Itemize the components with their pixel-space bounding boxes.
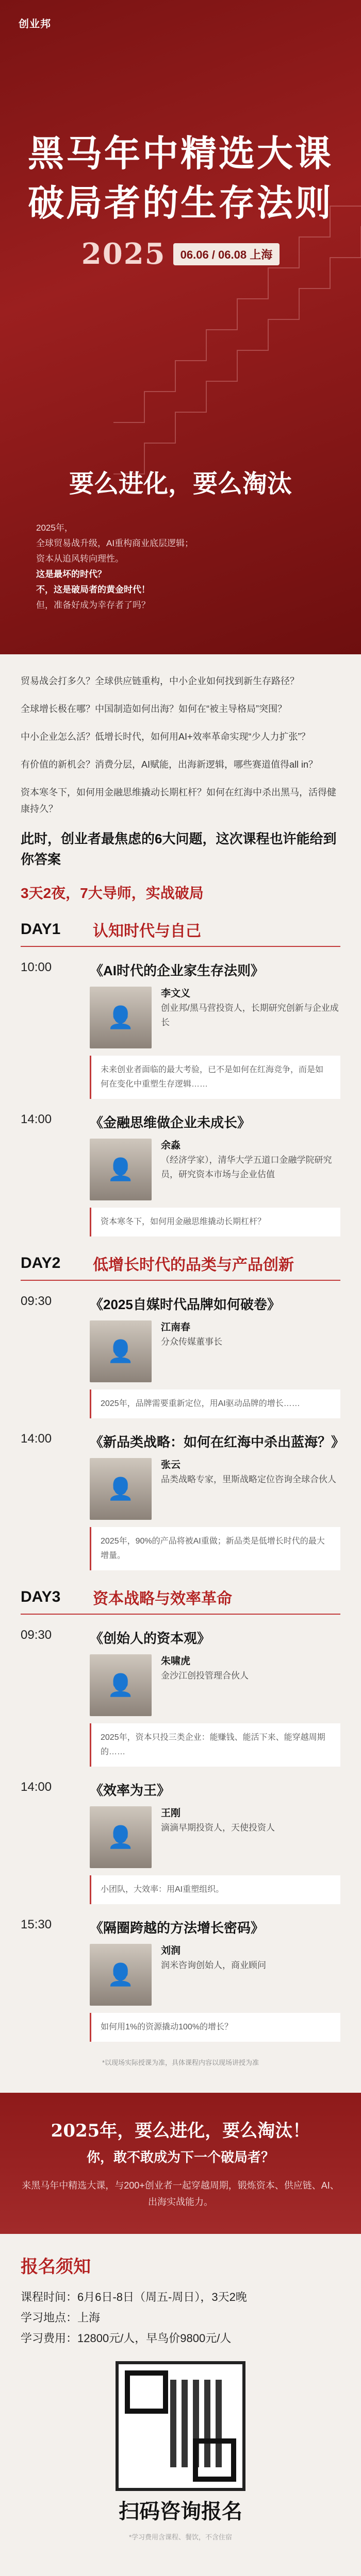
talk-card xyxy=(90,957,340,1099)
event-year: 2025 xyxy=(81,237,166,271)
schedule-slot xyxy=(21,1777,340,1904)
schedule-slot xyxy=(21,1109,340,1236)
hero-intro xyxy=(36,520,325,613)
day-theme: 认知时代与自己 xyxy=(93,923,201,940)
slot-time: 14:00 xyxy=(21,1780,52,1794)
talk-title: 《新品类战略：如何在红海中杀出蓝海？》 xyxy=(90,1434,345,1450)
talk-quote: 2025年，品牌需要重新定位，用AI驱动品牌的增长…… xyxy=(90,1389,340,1418)
speaker-bio xyxy=(161,1654,249,1683)
talk-quote: 2025年，90%的产品将被AI重做；新品类是低增长时代的最大增量。 xyxy=(90,1527,340,1570)
qr-caption: 扫码咨询报名 xyxy=(119,2500,242,2523)
speaker-name: 余淼 xyxy=(161,1140,181,1151)
speaker-avatar: 👤 xyxy=(90,1320,152,1382)
speaker xyxy=(90,1806,340,1868)
speaker-bio xyxy=(161,1458,336,1487)
speaker-name: 江南春 xyxy=(161,1322,191,1333)
talk-title: 《隔圈跨越的方法增长密码》 xyxy=(90,1920,265,1936)
speaker xyxy=(90,1139,340,1200)
talk-card xyxy=(90,1429,345,1570)
slot-time: 09:30 xyxy=(21,1294,52,1308)
schedule-slot xyxy=(21,1625,340,1767)
speaker-name: 李文义 xyxy=(161,988,191,999)
talk-card xyxy=(90,1109,340,1236)
speaker-desc: （经济学家），清华大学五道口金融学院研究员，研究资本市场与企业估值 xyxy=(161,1155,332,1179)
speaker xyxy=(90,1458,340,1520)
day-theme: 低增长时代的品类与产品创新 xyxy=(93,1257,294,1274)
hero-banner xyxy=(0,0,361,654)
speaker-name: 刘润 xyxy=(161,1945,181,1956)
intro-line: 资本从追风转向理性。 xyxy=(36,554,124,564)
talk-quote: 小团队，大效率：用AI重塑组织。 xyxy=(90,1875,340,1904)
speaker-name: 朱啸虎 xyxy=(161,1656,191,1667)
slot-time: 09:30 xyxy=(21,1628,52,1642)
signup-row: 课程时间：6月6日-8日（周五-周日），3天2晚 xyxy=(21,2291,247,2303)
intro-line: 但，准备好成为幸存者了吗？ xyxy=(36,600,150,610)
talk-quote: 未来创业者面临的最大考验，已不是如何在红海竞争，而是如何在变化中重塑生存逻辑…… xyxy=(90,1056,340,1099)
talk-card xyxy=(90,1625,340,1767)
speaker xyxy=(90,1944,340,2006)
speaker-avatar: 👤 xyxy=(90,987,152,1048)
event-dates: 06.06 / 06.08 上海 xyxy=(173,243,280,265)
intro-line: 这是最坏的时代？ xyxy=(36,569,106,579)
hero-title xyxy=(0,129,361,228)
hero-slogan: 要么进化，要么淘汰 xyxy=(69,469,292,498)
intro-line: 全球贸易战升级，AI重构商业底层逻辑； xyxy=(36,538,194,548)
slot-time: 15:30 xyxy=(21,1918,52,1931)
day-label: DAY3 xyxy=(21,1588,61,1605)
talk-title: 《AI时代的企业家生存法则》 xyxy=(90,963,265,978)
questions-list xyxy=(21,673,340,817)
day2-header xyxy=(21,1252,340,1281)
speaker-bio xyxy=(161,987,340,1030)
speaker-desc: 金沙江创投管理合伙人 xyxy=(161,1671,249,1681)
speaker xyxy=(90,987,340,1048)
closing-title: 2025年，要么进化，要么淘汰！ xyxy=(51,2121,310,2141)
brand-logo: 创业邦 xyxy=(19,19,51,30)
day1-header xyxy=(21,918,340,947)
intro-line: 2025年， xyxy=(36,523,73,533)
speaker-bio xyxy=(161,1944,266,1973)
signup-title: 报名须知 xyxy=(21,2257,91,2277)
question-item: 中小企业怎么活？低增长时代，如何用AI+效率革命实现“少人力扩张”？ xyxy=(21,732,310,742)
speaker-avatar: 👤 xyxy=(90,1944,152,2006)
speaker-name: 张云 xyxy=(161,1460,181,1470)
talk-title: 《效率为王》 xyxy=(90,1783,171,1798)
lead-text: 此时，创业者最焦虑的6大问题，这次课程也许能给到你答案 xyxy=(21,831,337,867)
signup-footnote: *学习费用含课程、餐饮，不含住宿 xyxy=(128,2533,233,2541)
hero-title-line2: 破局者的生存法则 xyxy=(28,181,333,224)
speaker-avatar: 👤 xyxy=(90,1806,152,1868)
closing-subtitle: 你，敢不敢成为下一个破局者？ xyxy=(86,2149,274,2165)
schedule-note: *以现场实际授课为准，具体课程内容以现场讲授为准 xyxy=(102,2059,259,2066)
speaker-avatar: 👤 xyxy=(90,1139,152,1200)
talk-title: 《创始人的资本观》 xyxy=(90,1631,211,1646)
question-item: 全球增长极在哪？中国制造如何出海？如何在“被主导格局”突围？ xyxy=(21,704,287,714)
questions-section xyxy=(0,654,361,2077)
schedule-slot xyxy=(21,1914,340,2042)
question-item: 资本寒冬下，如何用金融思维撬动长期杠杆？如何在红海中杀出黑马，活得健康持久？ xyxy=(21,787,336,814)
intro-line: 不，这是破局者的黄金时代！ xyxy=(36,585,150,595)
closing-banner xyxy=(0,2093,361,2234)
speaker-name: 王刚 xyxy=(161,1808,181,1819)
speaker-desc: 滴滴早期投资人，天使投资人 xyxy=(161,1823,275,1833)
speaker-bio xyxy=(161,1139,340,1182)
schedule-slot xyxy=(21,1429,345,1570)
hero-title-line1: 黑马年中精选大课 xyxy=(28,132,333,175)
question-item: 有价值的新机会？消费分层，AI赋能，出海新逻辑，哪些赛道值得all in？ xyxy=(21,759,318,770)
date-bar xyxy=(57,237,304,271)
day-theme: 资本战略与效率革命 xyxy=(93,1590,232,1607)
talk-quote: 如何用1%的资源撬动100%的增长？ xyxy=(90,2013,340,2042)
talk-title: 《2025自媒时代品牌如何破卷》 xyxy=(90,1297,281,1312)
slot-time: 14:00 xyxy=(21,1112,52,1126)
speaker-desc: 创业邦/黑马营投资人，长期研究创新与企业成长 xyxy=(161,1003,339,1027)
course-badge: 3天2夜，7大导师，实战破局 xyxy=(21,885,204,901)
day-label: DAY1 xyxy=(21,921,61,938)
speaker-avatar: 👤 xyxy=(90,1654,152,1716)
slot-time: 10:00 xyxy=(21,960,52,974)
day3-header xyxy=(21,1586,340,1615)
speaker-desc: 分众传媒董事长 xyxy=(161,1337,222,1347)
talk-card xyxy=(90,1777,340,1904)
speaker xyxy=(90,1654,340,1716)
talk-card xyxy=(90,1291,340,1418)
talk-title: 《金融思维做企业未成长》 xyxy=(90,1115,251,1130)
schedule-slot xyxy=(21,1291,340,1418)
signup-row: 学习地点：上海 xyxy=(21,2311,101,2324)
signup-section xyxy=(0,2234,361,2576)
speaker-bio xyxy=(161,1320,222,1349)
signup-row: 学习费用：12800元/人，早鸟价9800元/人 xyxy=(21,2332,232,2345)
qr-wrap xyxy=(21,2361,340,2491)
question-item: 贸易战会打多久？全球供应链重构，中小企业如何找到新生存路径？ xyxy=(21,676,299,686)
talk-quote: 2025年，资本只投三类企业：能赚钱、能活下来、能穿越周期的…… xyxy=(90,1723,340,1767)
signup-qr-code[interactable] xyxy=(116,2361,245,2491)
speaker-avatar: 👤 xyxy=(90,1458,152,1520)
closing-text: 来黑马年中精选大课，与200+创业者一起穿越周期，锻炼资本、供应链、AI、出海实战能力。 xyxy=(22,2180,339,2207)
talk-card xyxy=(90,1914,340,2042)
schedule-slot xyxy=(21,957,340,1099)
talk-quote: 资本寒冬下，如何用金融思维撬动长期杠杆？ xyxy=(90,1208,340,1236)
speaker-desc: 润米咨询创始人，商业顾问 xyxy=(161,1960,266,1970)
day-label: DAY2 xyxy=(21,1255,61,1272)
slot-time: 14:00 xyxy=(21,1432,52,1446)
speaker xyxy=(90,1320,340,1382)
speaker-bio xyxy=(161,1806,275,1835)
speaker-desc: 品类战略专家，里斯战略定位咨询全球合伙人 xyxy=(161,1475,336,1484)
